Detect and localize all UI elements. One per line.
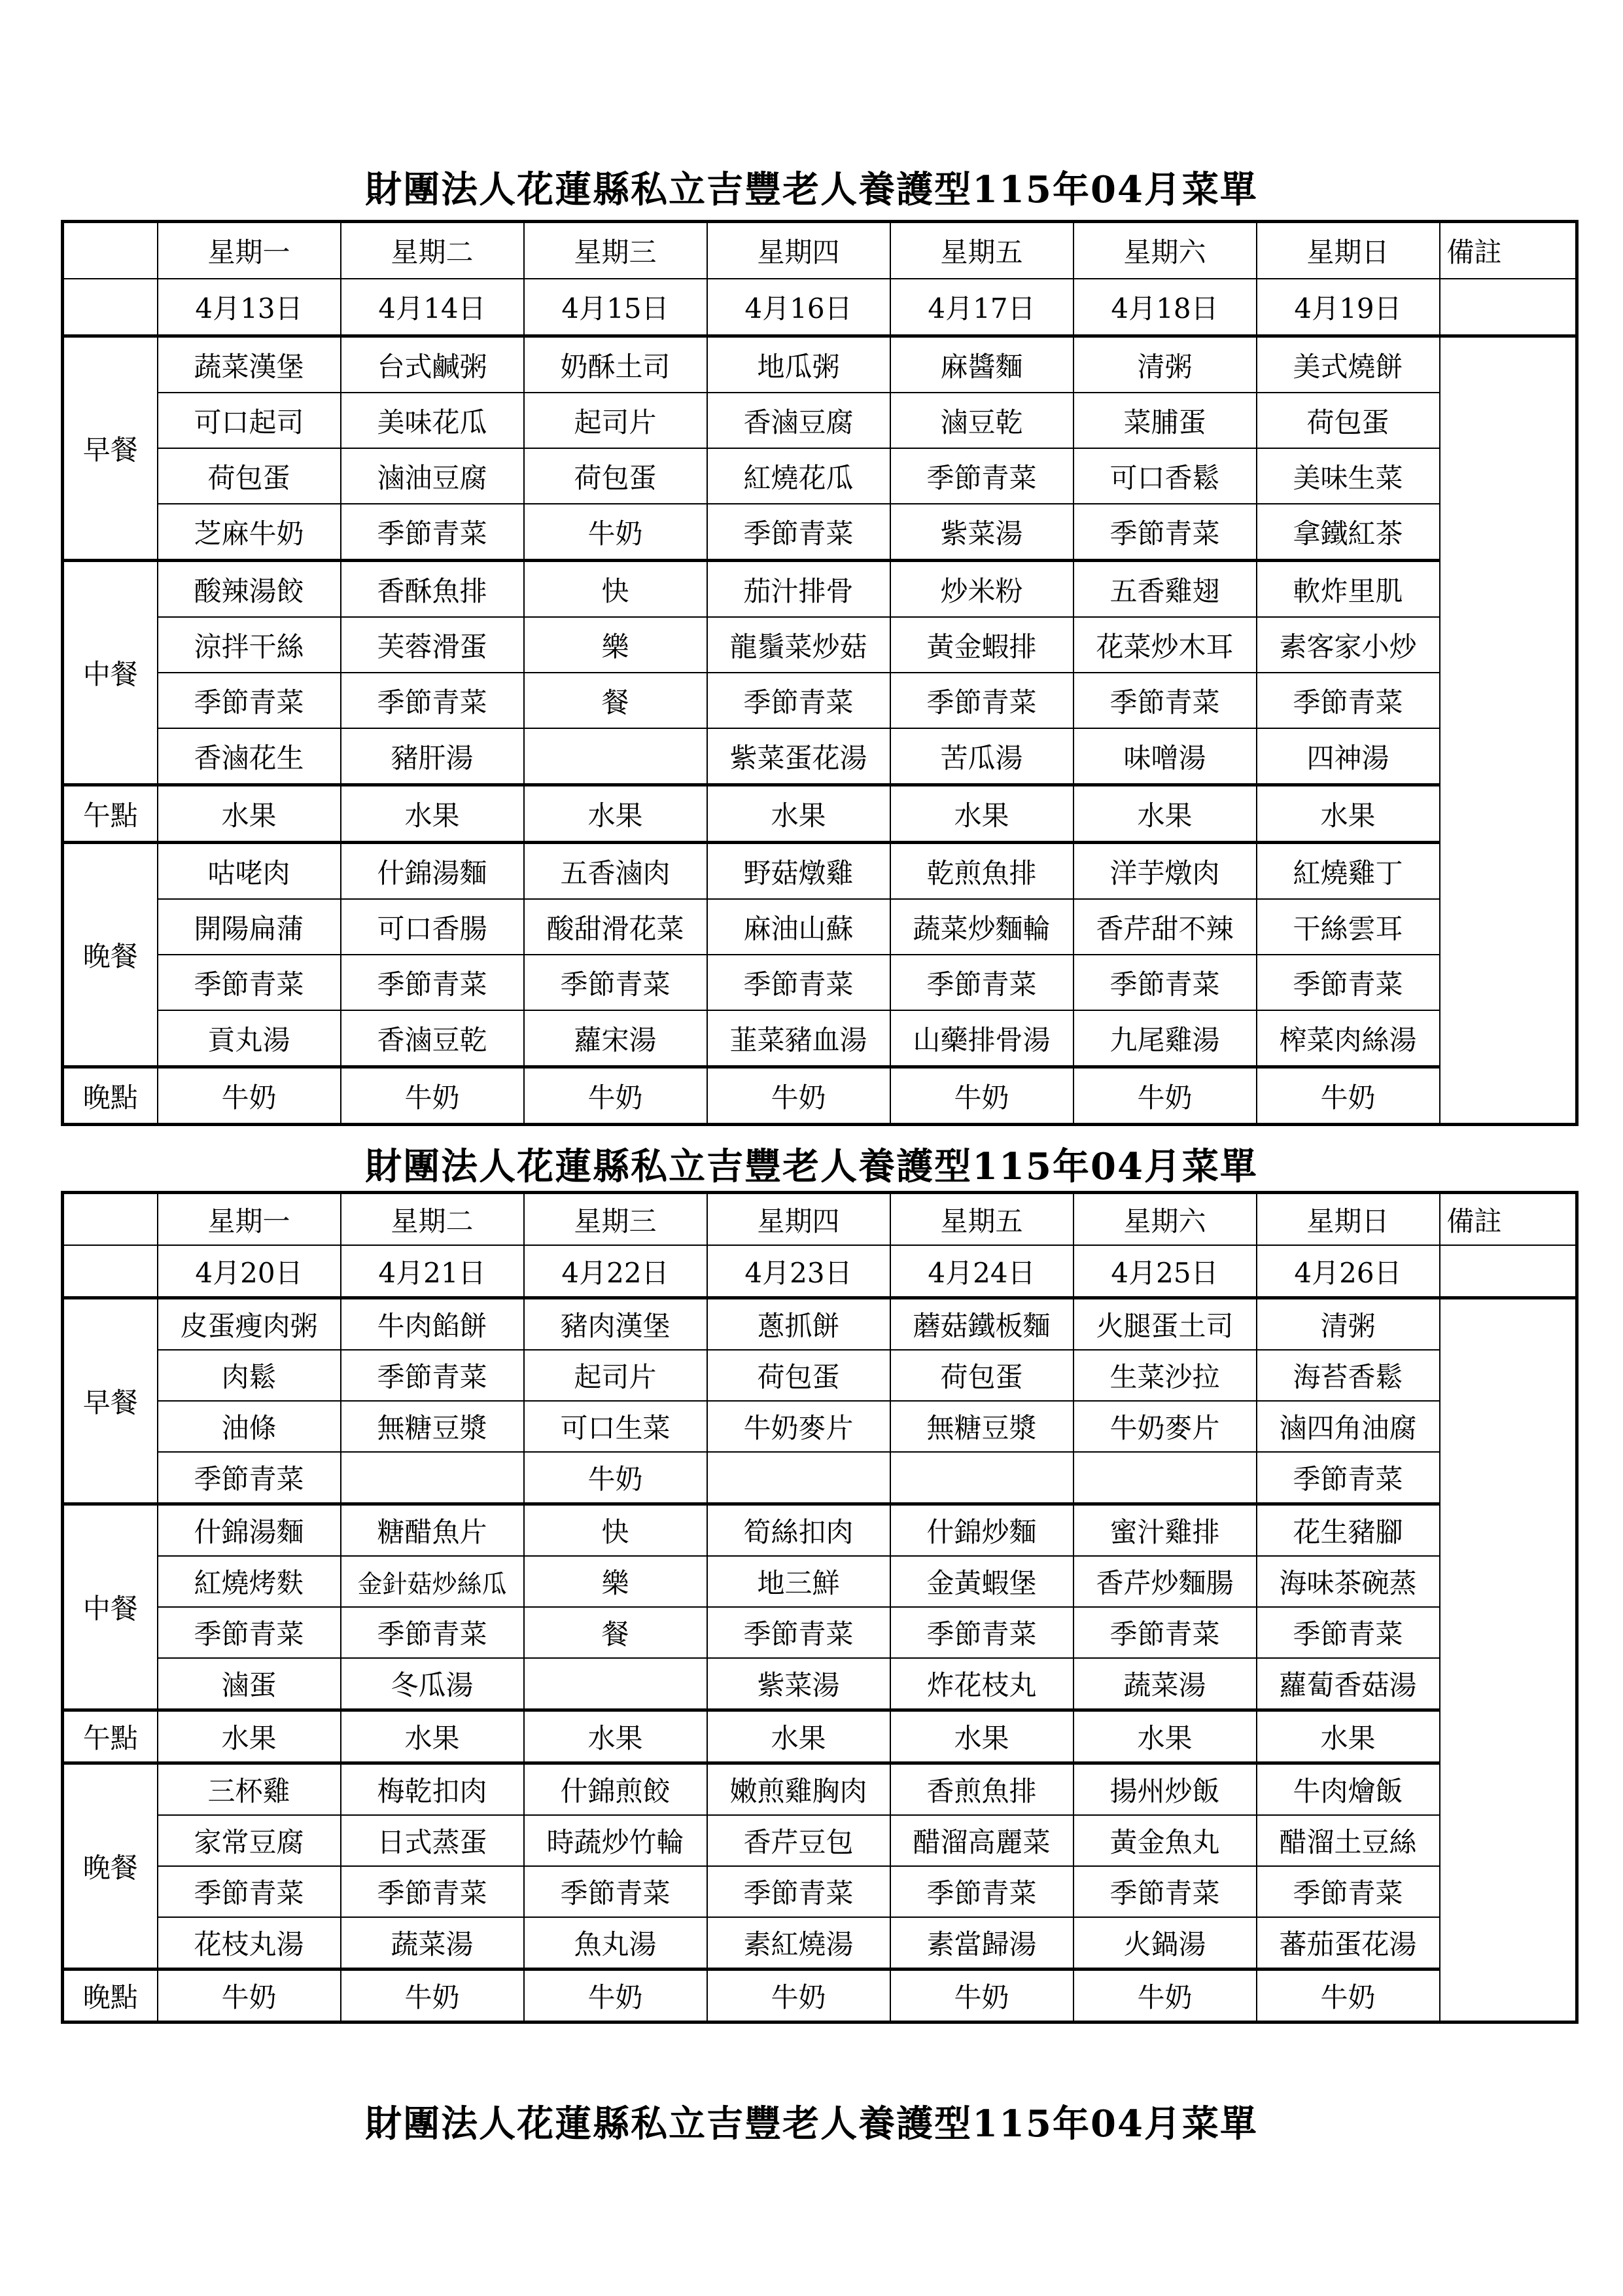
- note-column: [1440, 1298, 1577, 2022]
- menu-item: 肉鬆: [158, 1350, 341, 1401]
- menu-item: 季節青菜: [341, 1607, 524, 1658]
- menu-item: 糖醋魚片: [341, 1504, 524, 1557]
- menu-item: 香芹甜不辣: [1073, 899, 1257, 955]
- menu-item: 苦瓜湯: [890, 728, 1073, 785]
- snack_pm-row: [63, 785, 1577, 843]
- menu-item: 蜜汁雞排: [1073, 1504, 1257, 1557]
- menu-title-week1: 財團法人花蓮縣私立吉豐老人養護型115年04月菜單: [365, 168, 1258, 211]
- menu-item: 山藥排骨湯: [890, 1010, 1073, 1067]
- menu-item: 無糖豆漿: [890, 1401, 1073, 1452]
- day-header: 星期一: [158, 222, 341, 279]
- meal-label-lunch: 中餐: [63, 561, 158, 785]
- menu-item: 紅燒花瓜: [707, 448, 890, 504]
- menu-item: [524, 728, 707, 785]
- meal-label-breakfast: 早餐: [63, 336, 158, 561]
- menu-item: 香芹炒麵腸: [1073, 1556, 1257, 1607]
- dinner-row: [63, 955, 1577, 1010]
- lunch-row: [63, 728, 1577, 785]
- dinner-row: [63, 1763, 1577, 1816]
- meal-label-dinner: 晚餐: [63, 1763, 158, 1969]
- menu-item: 芙蓉滑蛋: [341, 617, 524, 673]
- menu-item: 牛奶: [707, 1969, 890, 2022]
- menu-item: 樂: [524, 1556, 707, 1607]
- date-cell: 4月15日: [524, 279, 707, 336]
- day-header: 星期五: [890, 222, 1073, 279]
- menu-item: 菜脯蛋: [1073, 393, 1257, 448]
- menu-item: 豬肉漢堡: [524, 1298, 707, 1351]
- note-column: [1440, 336, 1577, 1125]
- menu-item: 日式蒸蛋: [341, 1815, 524, 1866]
- menu-item: 素當歸湯: [890, 1917, 1073, 1969]
- menu-item: 水果: [707, 1710, 890, 1763]
- note-cell: [1440, 1245, 1577, 1298]
- menu-item: 牛奶: [1073, 1067, 1257, 1125]
- menu-item: 季節青菜: [158, 955, 341, 1010]
- snack_pm-row: [63, 1710, 1577, 1763]
- menu-item: 拿鐵紅茶: [1257, 504, 1440, 561]
- breakfast-row: [63, 1401, 1577, 1452]
- menu-item: 季節青菜: [341, 1866, 524, 1917]
- menu-item: 牛奶: [341, 1969, 524, 2022]
- menu-item: 牛奶: [707, 1067, 890, 1125]
- menu-item: 季節青菜: [524, 955, 707, 1010]
- menu-item: 季節青菜: [890, 448, 1073, 504]
- menu-item: 滷油豆腐: [341, 448, 524, 504]
- menu-item: [1073, 1452, 1257, 1504]
- menu-item: 牛奶: [890, 1969, 1073, 2022]
- corner-cell: [63, 1193, 158, 1246]
- menu-item: 牛奶: [890, 1067, 1073, 1125]
- note-header: 備註: [1440, 1193, 1577, 1246]
- menu-item: 水果: [1073, 785, 1257, 843]
- menu-item: 可口起司: [158, 393, 341, 448]
- breakfast-row: [63, 1452, 1577, 1504]
- menu-item: 牛奶: [158, 1067, 341, 1125]
- menu-item: 季節青菜: [890, 955, 1073, 1010]
- menu-item: 季節青菜: [707, 504, 890, 561]
- menu-item: 季節青菜: [158, 1607, 341, 1658]
- menu-item: 起司片: [524, 393, 707, 448]
- menu-item: 牛奶: [524, 1067, 707, 1125]
- menu-item: 季節青菜: [1257, 673, 1440, 728]
- date-cell: 4月24日: [890, 1245, 1073, 1298]
- menu-item: 香芹豆包: [707, 1815, 890, 1866]
- menu-item: [341, 1452, 524, 1504]
- breakfast-row: [63, 336, 1577, 393]
- day-header: 星期日: [1257, 1193, 1440, 1246]
- menu-item: 快: [524, 561, 707, 618]
- menu-item: 牛肉餡餅: [341, 1298, 524, 1351]
- menu-item: 牛奶: [524, 1969, 707, 2022]
- menu-item: 冬瓜湯: [341, 1658, 524, 1710]
- menu-item: [890, 1452, 1073, 1504]
- menu-item: 季節青菜: [707, 955, 890, 1010]
- menu-item: 香滷花生: [158, 728, 341, 785]
- menu-item: 水果: [890, 1710, 1073, 1763]
- menu-item: 清粥: [1257, 1298, 1440, 1351]
- menu-item: 蔬菜湯: [341, 1917, 524, 1969]
- menu-item: 紫菜湯: [707, 1658, 890, 1710]
- menu-item: 美式燒餅: [1257, 336, 1440, 393]
- menu-item: 花枝丸湯: [158, 1917, 341, 1969]
- menu-item: 紫菜湯: [890, 504, 1073, 561]
- menu-item: 可口香鬆: [1073, 448, 1257, 504]
- lunch-row: [63, 673, 1577, 728]
- menu-item: 地三鮮: [707, 1556, 890, 1607]
- menu-item: 蔥抓餅: [707, 1298, 890, 1351]
- menu-item: 美味生菜: [1257, 448, 1440, 504]
- menu-item: 蘑菇鐵板麵: [890, 1298, 1073, 1351]
- menu-item: 揚州炒飯: [1073, 1763, 1257, 1816]
- menu-item: 牛奶: [1073, 1969, 1257, 2022]
- breakfast-row: [63, 504, 1577, 561]
- date-cell: 4月18日: [1073, 279, 1257, 336]
- day-header: 星期一: [158, 1193, 341, 1246]
- dinner-row: [63, 1010, 1577, 1067]
- menu-item: 豬肝湯: [341, 728, 524, 785]
- menu-item: 醋溜土豆絲: [1257, 1815, 1440, 1866]
- menu-item: 三杯雞: [158, 1763, 341, 1816]
- menu-item: 美味花瓜: [341, 393, 524, 448]
- menu-item: 荷包蛋: [1257, 393, 1440, 448]
- menu-item: 茄汁排骨: [707, 561, 890, 618]
- menu-item: 牛奶: [1257, 1969, 1440, 2022]
- menu-item: 季節青菜: [341, 1350, 524, 1401]
- menu-item: 花生豬腳: [1257, 1504, 1440, 1557]
- menu-item: 花菜炒木耳: [1073, 617, 1257, 673]
- menu-item: 牛奶: [1257, 1067, 1440, 1125]
- menu-table-week2: [61, 1191, 1579, 2024]
- menu-item: 味噌湯: [1073, 728, 1257, 785]
- menu-item: [524, 1658, 707, 1710]
- date-cell: 4月23日: [707, 1245, 890, 1298]
- date-cell: 4月16日: [707, 279, 890, 336]
- menu-item: 素紅燒湯: [707, 1917, 890, 1969]
- menu-item: 水果: [890, 785, 1073, 843]
- menu-item: 火鍋湯: [1073, 1917, 1257, 1969]
- menu-item: 貢丸湯: [158, 1010, 341, 1067]
- date-cell: 4月26日: [1257, 1245, 1440, 1298]
- day-header: 星期六: [1073, 1193, 1257, 1246]
- lunch-row: [63, 1504, 1577, 1557]
- breakfast-row: [63, 393, 1577, 448]
- day-header: 星期二: [341, 1193, 524, 1246]
- menu-item: 洋芋燉肉: [1073, 843, 1257, 900]
- menu-item: 金針菇炒絲瓜: [341, 1556, 524, 1607]
- day-header: 星期五: [890, 1193, 1073, 1246]
- menu-item: 牛奶: [158, 1969, 341, 2022]
- date-cell: 4月21日: [341, 1245, 524, 1298]
- date-cell: 4月20日: [158, 1245, 341, 1298]
- menu-item: 素客家小炒: [1257, 617, 1440, 673]
- date-cell: 4月17日: [890, 279, 1073, 336]
- menu-item: 水果: [158, 1710, 341, 1763]
- menu-item: 金黃蝦堡: [890, 1556, 1073, 1607]
- menu-item: 什錦湯麵: [158, 1504, 341, 1557]
- menu-item: 季節青菜: [1073, 955, 1257, 1010]
- corner-cell: [63, 279, 158, 336]
- meal-label-breakfast: 早餐: [63, 1298, 158, 1504]
- menu-item: 軟炸里肌: [1257, 561, 1440, 618]
- menu-item: [707, 1452, 890, 1504]
- menu-item: 清粥: [1073, 336, 1257, 393]
- day-header: 星期四: [707, 222, 890, 279]
- menu-item: 黃金魚丸: [1073, 1815, 1257, 1866]
- menu-item: 咕咾肉: [158, 843, 341, 900]
- menu-item: 水果: [707, 785, 890, 843]
- menu-item: 季節青菜: [890, 1866, 1073, 1917]
- menu-item: 季節青菜: [890, 1607, 1073, 1658]
- menu-item: 水果: [524, 1710, 707, 1763]
- date-cell: 4月14日: [341, 279, 524, 336]
- breakfast-row: [63, 1298, 1577, 1351]
- menu-item: 牛肉燴飯: [1257, 1763, 1440, 1816]
- menu-title-week2: 財團法人花蓮縣私立吉豐老人養護型115年04月菜單: [365, 1145, 1258, 1188]
- menu-item: 蔬菜炒麵輪: [890, 899, 1073, 955]
- menu-item: 水果: [1257, 1710, 1440, 1763]
- menu-item: 生菜沙拉: [1073, 1350, 1257, 1401]
- menu-item: 醋溜高麗菜: [890, 1815, 1073, 1866]
- meal-label-snack_night: 晚點: [63, 1067, 158, 1125]
- menu-item: 水果: [1257, 785, 1440, 843]
- menu-item: 季節青菜: [707, 673, 890, 728]
- menu-item: 九尾雞湯: [1073, 1010, 1257, 1067]
- menu-item: 季節青菜: [1257, 1452, 1440, 1504]
- menu-item: 酸辣湯餃: [158, 561, 341, 618]
- menu-item: 季節青菜: [707, 1607, 890, 1658]
- menu-item: 無糖豆漿: [341, 1401, 524, 1452]
- menu-item: 季節青菜: [158, 1866, 341, 1917]
- menu-item: 紅燒雞丁: [1257, 843, 1440, 900]
- day-header: 星期二: [341, 222, 524, 279]
- menu-item: 季節青菜: [707, 1866, 890, 1917]
- menu-item: 黃金蝦排: [890, 617, 1073, 673]
- dinner-row: [63, 1866, 1577, 1917]
- menu-item: 蘿蔔香菇湯: [1257, 1658, 1440, 1710]
- menu-item: 香煎魚排: [890, 1763, 1073, 1816]
- menu-item: 開陽扁蒲: [158, 899, 341, 955]
- menu-item: 水果: [158, 785, 341, 843]
- menu-item: 紅燒烤麩: [158, 1556, 341, 1607]
- menu-item: 蔬菜湯: [1073, 1658, 1257, 1710]
- menu-item: 牛奶麥片: [707, 1401, 890, 1452]
- menu-item: 什錦湯麵: [341, 843, 524, 900]
- menu-item: 四神湯: [1257, 728, 1440, 785]
- snack_night-row: [63, 1067, 1577, 1125]
- menu-item: 牛奶: [524, 504, 707, 561]
- menu-item: 梅乾扣肉: [341, 1763, 524, 1816]
- menu-item: 香酥魚排: [341, 561, 524, 618]
- menu-item: 季節青菜: [1073, 1607, 1257, 1658]
- lunch-row: [63, 617, 1577, 673]
- date-cell: 4月25日: [1073, 1245, 1257, 1298]
- menu-item: 樂: [524, 617, 707, 673]
- menu-item: 滷蛋: [158, 1658, 341, 1710]
- meal-label-snack_night: 晚點: [63, 1969, 158, 2022]
- menu-item: 水果: [341, 785, 524, 843]
- menu-item: 荷包蛋: [158, 448, 341, 504]
- menu-item: 滷四角油腐: [1257, 1401, 1440, 1452]
- menu-item: 季節青菜: [1073, 504, 1257, 561]
- dinner-row: [63, 1815, 1577, 1866]
- menu-item: 蕃茄蛋花湯: [1257, 1917, 1440, 1969]
- menu-item: 炒米粉: [890, 561, 1073, 618]
- menu-item: 麻油山蘇: [707, 899, 890, 955]
- menu-table-week1: [61, 220, 1579, 1126]
- menu-item: 季節青菜: [341, 673, 524, 728]
- meal-label-snack_pm: 午點: [63, 1710, 158, 1763]
- day-header: 星期六: [1073, 222, 1257, 279]
- menu-item: 海味茶碗蒸: [1257, 1556, 1440, 1607]
- menu-item: 荷包蛋: [890, 1350, 1073, 1401]
- dinner-row: [63, 1917, 1577, 1969]
- menu-item: 季節青菜: [341, 955, 524, 1010]
- menu-item: 龍鬚菜炒菇: [707, 617, 890, 673]
- date-cell: 4月13日: [158, 279, 341, 336]
- menu-item: 牛奶: [341, 1067, 524, 1125]
- menu-item: 海苔香鬆: [1257, 1350, 1440, 1401]
- menu-item: 可口香腸: [341, 899, 524, 955]
- day-header: 星期三: [524, 222, 707, 279]
- menu-item: 干絲雲耳: [1257, 899, 1440, 955]
- menu-item: 快: [524, 1504, 707, 1557]
- menu-item: 什錦炒麵: [890, 1504, 1073, 1557]
- menu-item: 野菇燉雞: [707, 843, 890, 900]
- menu-item: 炸花枝丸: [890, 1658, 1073, 1710]
- note-header: 備註: [1440, 222, 1577, 279]
- menu-item: 季節青菜: [1073, 673, 1257, 728]
- menu-item: 蔬菜漢堡: [158, 336, 341, 393]
- menu-item: 季節青菜: [890, 673, 1073, 728]
- date-row: [63, 279, 1577, 336]
- menu-item: 筍絲扣肉: [707, 1504, 890, 1557]
- date-row: [63, 1245, 1577, 1298]
- snack_night-row: [63, 1969, 1577, 2022]
- menu-item: 火腿蛋土司: [1073, 1298, 1257, 1351]
- menu-item: 季節青菜: [1257, 1607, 1440, 1658]
- menu-item: 韮菜豬血湯: [707, 1010, 890, 1067]
- menu-title-week3: 財團法人花蓮縣私立吉豐老人養護型115年04月菜單: [365, 2102, 1258, 2146]
- menu-item: 乾煎魚排: [890, 843, 1073, 900]
- meal-label-dinner: 晚餐: [63, 843, 158, 1067]
- menu-item: 奶酥土司: [524, 336, 707, 393]
- menu-item: 皮蛋瘦肉粥: [158, 1298, 341, 1351]
- menu-item: 香滷豆腐: [707, 393, 890, 448]
- menu-item: 季節青菜: [341, 504, 524, 561]
- menu-item: 油條: [158, 1401, 341, 1452]
- menu-item: 牛奶: [524, 1452, 707, 1504]
- day-header-row: [63, 222, 1577, 279]
- menu-item: 台式鹹粥: [341, 336, 524, 393]
- menu-item: 芝麻牛奶: [158, 504, 341, 561]
- menu-item: 水果: [524, 785, 707, 843]
- lunch-row: [63, 561, 1577, 618]
- menu-item: 紫菜蛋花湯: [707, 728, 890, 785]
- corner-cell: [63, 222, 158, 279]
- menu-item: 可口生菜: [524, 1401, 707, 1452]
- lunch-row: [63, 1607, 1577, 1658]
- lunch-row: [63, 1658, 1577, 1710]
- menu-item: 起司片: [524, 1350, 707, 1401]
- day-header: 星期三: [524, 1193, 707, 1246]
- menu-item: 榨菜肉絲湯: [1257, 1010, 1440, 1067]
- day-header: 星期四: [707, 1193, 890, 1246]
- menu-item: 時蔬炒竹輪: [524, 1815, 707, 1866]
- menu-item: 餐: [524, 673, 707, 728]
- menu-item: 魚丸湯: [524, 1917, 707, 1969]
- menu-item: 季節青菜: [1257, 1866, 1440, 1917]
- date-cell: 4月22日: [524, 1245, 707, 1298]
- corner-cell: [63, 1245, 158, 1298]
- menu-item: 五香雞翅: [1073, 561, 1257, 618]
- day-header-row: [63, 1193, 1577, 1246]
- meal-label-snack_pm: 午點: [63, 785, 158, 843]
- menu-item: 滷豆乾: [890, 393, 1073, 448]
- menu-item: 涼拌干絲: [158, 617, 341, 673]
- menu-item: 牛奶麥片: [1073, 1401, 1257, 1452]
- menu-item: 季節青菜: [524, 1866, 707, 1917]
- menu-item: 什錦煎餃: [524, 1763, 707, 1816]
- menu-item: 香滷豆乾: [341, 1010, 524, 1067]
- menu-item: 餐: [524, 1607, 707, 1658]
- menu-item: 蘿宋湯: [524, 1010, 707, 1067]
- menu-item: 地瓜粥: [707, 336, 890, 393]
- menu-item: 季節青菜: [1257, 955, 1440, 1010]
- day-header: 星期日: [1257, 222, 1440, 279]
- breakfast-row: [63, 448, 1577, 504]
- date-cell: 4月19日: [1257, 279, 1440, 336]
- menu-item: 水果: [341, 1710, 524, 1763]
- menu-item: 五香滷肉: [524, 843, 707, 900]
- menu-item: 季節青菜: [158, 1452, 341, 1504]
- dinner-row: [63, 899, 1577, 955]
- lunch-row: [63, 1556, 1577, 1607]
- breakfast-row: [63, 1350, 1577, 1401]
- menu-item: 季節青菜: [1073, 1866, 1257, 1917]
- menu-item: 家常豆腐: [158, 1815, 341, 1866]
- menu-item: 酸甜滑花菜: [524, 899, 707, 955]
- menu-item: 嫩煎雞胸肉: [707, 1763, 890, 1816]
- menu-item: 季節青菜: [158, 673, 341, 728]
- menu-item: 荷包蛋: [707, 1350, 890, 1401]
- menu-item: 水果: [1073, 1710, 1257, 1763]
- menu-item: 荷包蛋: [524, 448, 707, 504]
- dinner-row: [63, 843, 1577, 900]
- meal-label-lunch: 中餐: [63, 1504, 158, 1710]
- note-cell: [1440, 279, 1577, 336]
- menu-item: 麻醬麵: [890, 336, 1073, 393]
